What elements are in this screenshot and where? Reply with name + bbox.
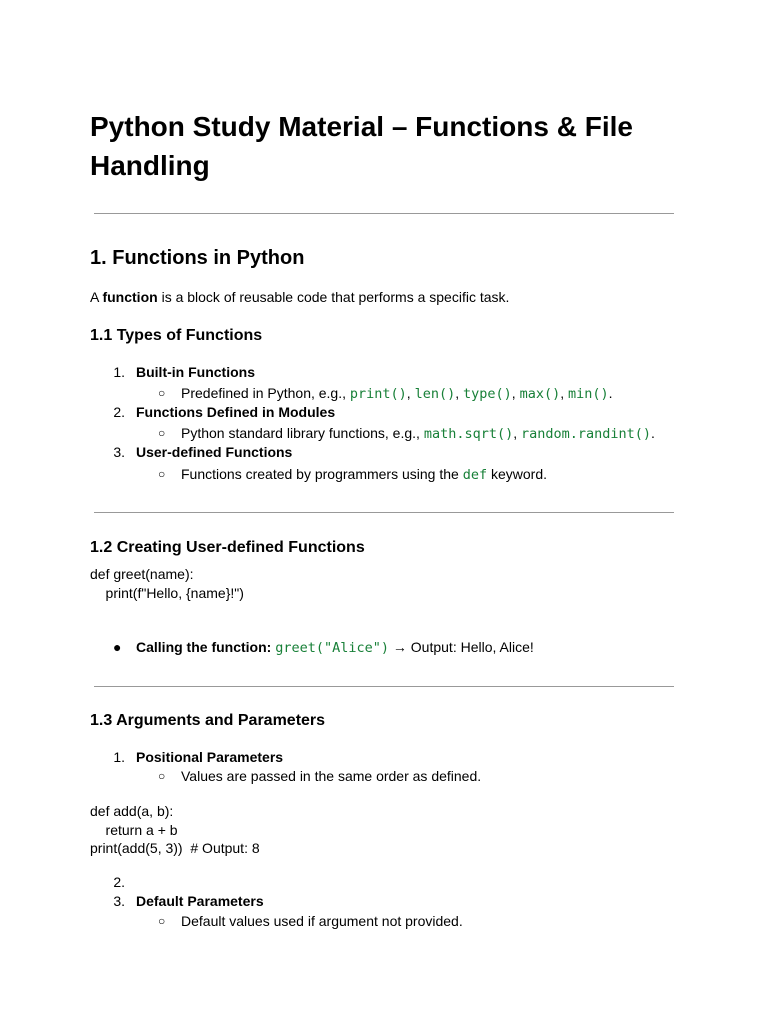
intro-suffix: is a block of reusable code that performs a specific task. (157, 289, 510, 305)
intro-bold-term: function (102, 289, 158, 305)
separator: , (455, 385, 463, 401)
separator: , (560, 385, 568, 401)
subsection-heading-arguments: 1.3 Arguments and Parameters (90, 712, 326, 729)
list-subitem (181, 384, 613, 403)
code-inline: greet("Alice") (275, 640, 390, 656)
call-result: → Output: Hello, Alice! (389, 639, 534, 655)
subitem-text: Python standard library functions, e.g., (181, 425, 424, 441)
list-item-label: Positional Parameters (136, 749, 284, 765)
page-title: Python Study Material – Functions & File Handling (90, 111, 633, 181)
divider-1 (94, 213, 674, 214)
separator: , (513, 425, 521, 441)
subitem-text: Predefined in Python, e.g., (181, 385, 350, 401)
divider-2 (94, 512, 674, 513)
code-line: return a + b (90, 822, 178, 838)
code-inline: len() (414, 386, 456, 402)
intro-prefix: A (90, 289, 103, 305)
list-subitem (181, 424, 655, 443)
code-inline: random.randint() (521, 426, 652, 442)
list-number: 2. (113, 874, 125, 890)
subitem-text: keyword. (487, 466, 548, 482)
separator: , (406, 385, 415, 401)
list-item-label: User-defined Functions (136, 444, 293, 460)
subsection-heading-types: 1.1 Types of Functions (90, 327, 263, 344)
hollow-bullet-icon: ○ (158, 426, 166, 440)
calling-function-line (136, 638, 534, 657)
code-inline: print() (349, 386, 407, 402)
list-item-label: Default Parameters (136, 893, 264, 909)
code-inline: math.sqrt() (423, 426, 514, 442)
end-punct: . (608, 385, 613, 401)
code-line: def add(a, b): (90, 803, 174, 819)
list-subitem: Values are passed in the same order as defined. (181, 768, 482, 784)
hollow-bullet-icon: ○ (158, 769, 166, 783)
list-number: 2. (113, 404, 125, 420)
end-punct: . (651, 425, 655, 441)
code-line: print(add(5, 3)) # Output: 8 (90, 840, 260, 856)
divider-3 (94, 686, 674, 687)
code-inline: def (462, 467, 488, 483)
subsection-heading-creating: 1.2 Creating User-defined Functions (90, 539, 365, 556)
hollow-bullet-icon: ○ (158, 467, 166, 481)
separator: , (511, 385, 520, 401)
list-number: 1. (113, 749, 125, 765)
list-subitem (181, 465, 547, 484)
call-label: Calling the function: (136, 639, 272, 655)
hollow-bullet-icon: ○ (158, 386, 166, 400)
intro-paragraph (90, 288, 509, 306)
hollow-bullet-icon: ○ (158, 914, 166, 928)
list-item-label: Functions Defined in Modules (136, 404, 336, 420)
list-subitem: Default values used if argument not provided. (181, 913, 463, 929)
list-number: 1. (113, 364, 125, 380)
code-line: print(f"Hello, {name}!") (90, 585, 244, 601)
list-item-label: Built-in Functions (136, 364, 255, 380)
section-heading-functions: 1. Functions in Python (90, 247, 305, 269)
code-inline: max() (519, 386, 561, 402)
code-line: def greet(name): (90, 566, 194, 582)
subitem-text: Functions created by programmers using the (181, 466, 463, 482)
bullet-icon: ● (113, 639, 122, 655)
list-number: 3. (113, 444, 125, 460)
code-inline: min() (567, 386, 609, 402)
list-number: 3. (113, 893, 125, 909)
code-inline: type() (463, 386, 512, 402)
